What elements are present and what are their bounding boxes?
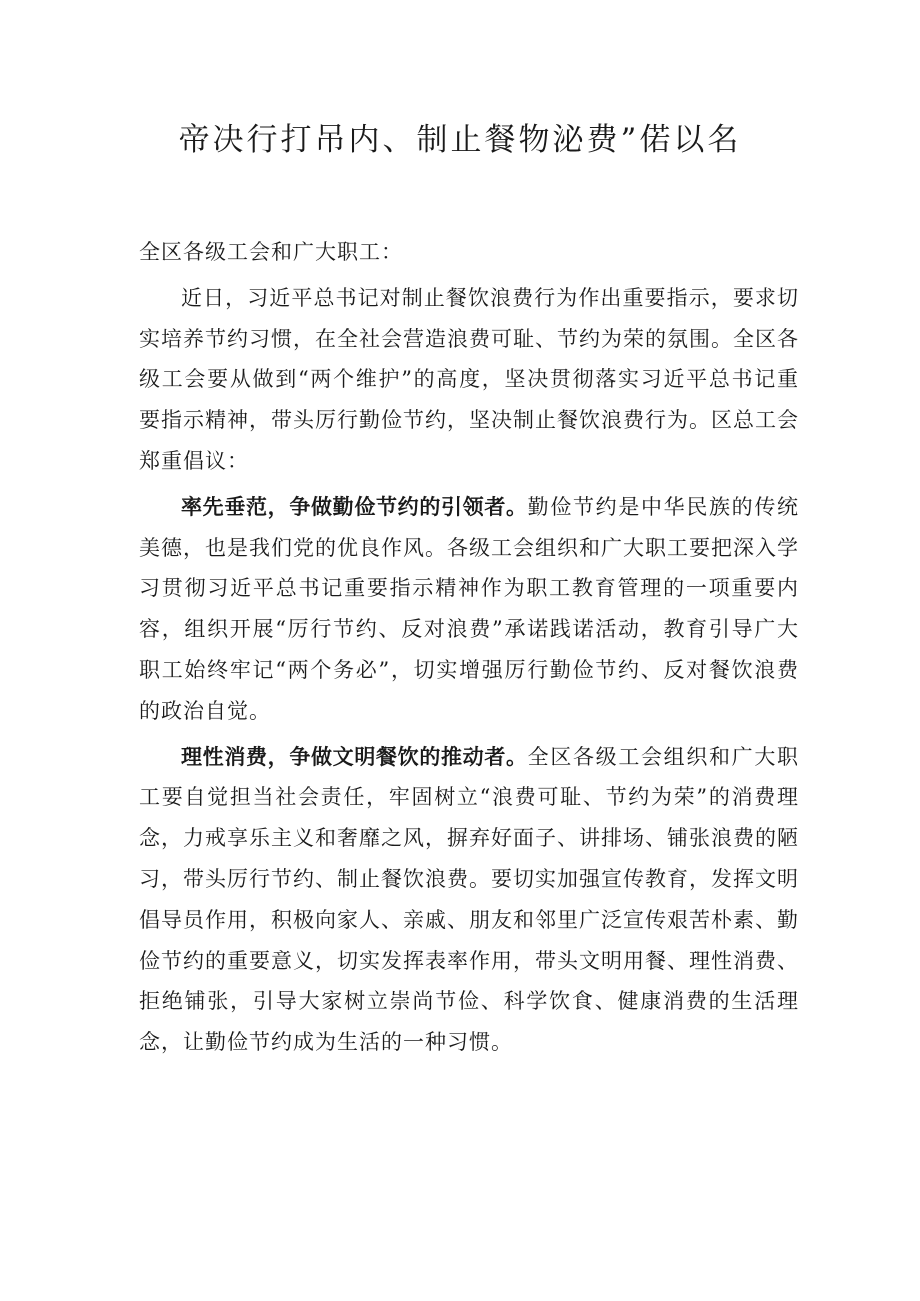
section-2-body: 全区各级工会组织和广大职工要自觉担当社会责任，牢固树立“浪费可耻、节约为荣”的消费理念，力戒享乐主义和奢靡之风，摒弃好面子、讲排场、铺张浪费的陋习，带头厉行节约、制止餐饮浪费。要切实加强宣传教育，发挥文明倡导员作用，积极向家人、亲戚、朋友和邻里广泛宣传艰苦朴素、勤俭节约的重要意义，切实发挥表率作用，带头文明用餐、理性消费、拒绝铺张，引导大家树立崇尚节俭、科学饮食、健康消费的生活理念，让勤俭节约成为生活的一种习惯。 (139, 744, 800, 1055)
intro-paragraph: 近日，习近平总书记对制止餐饮浪费行为作出重要指示，要求切实培养节约习惯，在全社会营造浪费可耻、节约为荣的氛围。全区各级工会要从做到“两个维护”的高度，坚决贯彻落实习近平总书记重要指示精神，带头厉行勤俭节约，坚决制止餐饮浪费行为。区总工会郑重倡议： (139, 285, 799, 473)
section-1-body: 勤俭节约是中华民族的传统美德，也是我们党的优良作风。各级工会组织和广大职工要把深入学习贯彻习近平总书记重要指示精神作为职工教育管理的一项重要内容，组织开展“厉行节约、反对浪费”承诺践诺活动，教育引导广大职工始终牢记“两个务必”，切实增强厉行勤俭节约、反对餐饮浪费的政治自觉。 (139, 494, 800, 723)
section-paragraph-2 (139, 737, 799, 1063)
section-paragraph-1 (139, 487, 799, 732)
salutation: 全区各级工会和广大职工： (139, 240, 403, 264)
section-2-lead: 理性消费，争做文明餐饮的推动者。 (181, 743, 528, 769)
document-body (139, 232, 799, 1068)
document-title: 帝决行打吊内、制止餐物泌费”偌以名 (178, 122, 742, 158)
section-1-lead: 率先垂范，争做勤俭节约的引领者。 (181, 493, 528, 519)
